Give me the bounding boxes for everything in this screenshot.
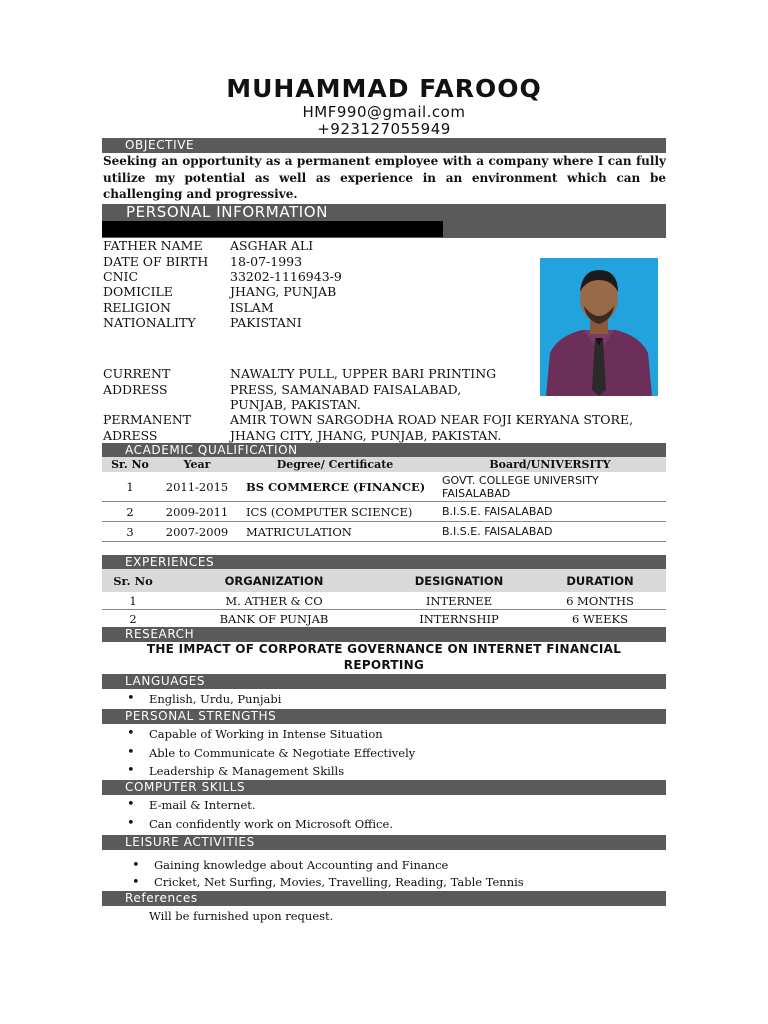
board-line-1: GOVT. COLLEGE UNIVERSITY	[442, 473, 599, 487]
permanent-address-label-1: PERMANENT	[103, 412, 192, 427]
board-cell: B.I.S.E. FAISALABAD	[434, 502, 666, 522]
permanent-address-label-2: ADRESS	[103, 428, 158, 443]
list-item: • Able to Communicate & Negotiate Effectively	[127, 744, 415, 763]
list-item: • Gaining knowledge about Accounting and Finance	[132, 857, 524, 874]
duration-cell: 6 WEEKS	[534, 610, 666, 628]
sr-cell: 2	[102, 502, 158, 522]
current-address-label-1: CURRENT	[103, 366, 171, 381]
list-item: • Leadership & Management Skills	[127, 762, 415, 781]
research-topic	[102, 641, 666, 673]
current-address-line-2: PRESS, SAMANABAD FAISALABAD,	[230, 382, 462, 397]
permanent-address-line-1: AMIR TOWN SARGODHA ROAD NEAR FOJI KERYANA STORE,	[230, 412, 634, 427]
leisure-heading: LEISURE ACTIVITIES	[102, 835, 666, 850]
computer-skills-list	[127, 796, 393, 833]
experiences-heading: EXPERIENCES	[102, 555, 666, 570]
cnic-value: 33202-1116943-9	[230, 269, 342, 284]
year-cell: 2007-2009	[158, 522, 236, 542]
profile-photo	[540, 258, 658, 396]
year-cell: 2011-2015	[158, 472, 236, 502]
phone: +923127055949	[317, 120, 451, 138]
nationality-label: NATIONALITY	[103, 315, 196, 330]
table-header-row	[102, 457, 666, 472]
research-line-1: THE IMPACT OF CORPORATE GOVERNANCE ON INTERNET FINANCIAL	[146, 642, 622, 656]
references-heading: References	[102, 891, 666, 906]
current-address-line-1: NAWALTY PULL, UPPER BARI PRINTING	[230, 366, 497, 381]
research-heading: RESEARCH	[102, 627, 666, 642]
languages-list	[127, 691, 281, 707]
email: HMF990@gmail.com	[302, 103, 466, 121]
research-line-2: REPORTING	[343, 658, 425, 672]
religion-label: RELIGION	[103, 300, 171, 315]
table-header-row	[102, 569, 666, 592]
dob-label: DATE OF BIRTH	[103, 254, 209, 269]
degree-cell: MATRICULATION	[236, 522, 434, 542]
domicile-label: DOMICILE	[103, 284, 173, 299]
current-address-label-2: ADDRESS	[103, 382, 168, 397]
list-item: • Capable of Working in Intense Situation	[127, 725, 415, 744]
sr-cell: 2	[102, 610, 164, 628]
experiences-table	[102, 569, 666, 628]
objective-text: Seeking an opportunity as a permanent employee with a company where I can fully utilize my potential as well as experience in an environment which can be challenging and progressive.	[103, 154, 666, 201]
table-row	[102, 522, 666, 542]
permanent-address-line-2: JHANG CITY, JHANG, PUNJAB, PAKISTAN.	[230, 428, 502, 443]
nationality-value: PAKISTANI	[230, 315, 302, 330]
strengths-list	[127, 725, 415, 781]
academic-heading: ACADEMIC QUALIFICATION	[102, 443, 666, 458]
col-header-organization: ORGANIZATION	[164, 569, 384, 592]
languages-heading: LANGUAGES	[102, 674, 666, 689]
candidate-name: MUHAMMAD FAROOQ	[226, 74, 542, 103]
strengths-heading: PERSONAL STRENGTHS	[102, 709, 666, 724]
organization-cell: M. ATHER & CO	[164, 592, 384, 610]
list-item: • English, Urdu, Punjabi	[127, 691, 281, 707]
domicile-value: JHANG, PUNJAB	[230, 284, 337, 299]
list-item: • Cricket, Net Surfing, Movies, Travelling, Reading, Table Tennis	[132, 874, 524, 891]
sr-cell: 3	[102, 522, 158, 542]
objective-heading: OBJECTIVE	[102, 138, 666, 153]
organization-cell: BANK OF PUNJAB	[164, 610, 384, 628]
religion-value: ISLAM	[230, 300, 274, 315]
duration-cell: 6 MONTHS	[534, 592, 666, 610]
designation-cell: INTERNSHIP	[384, 610, 534, 628]
leisure-list	[132, 857, 524, 891]
col-header-degree: Degree/ Certificate	[236, 457, 434, 472]
col-header-duration: DURATION	[534, 569, 666, 592]
board-line-2: FAISALABAD	[442, 486, 511, 500]
references-text: Will be furnished upon request.	[149, 909, 334, 923]
personal-info-heading: PERSONAL INFORMATION	[126, 203, 329, 221]
col-header-board: Board/UNIVERSITY	[434, 457, 666, 472]
col-header-sr: Sr. No	[102, 569, 164, 592]
designation-cell: INTERNEE	[384, 592, 534, 610]
year-cell: 2009-2011	[158, 502, 236, 522]
current-address-line-3: PUNJAB, PAKISTAN.	[230, 397, 361, 412]
computer-skills-heading: COMPUTER SKILLS	[102, 780, 666, 795]
list-item: • Can confidently work on Microsoft Office.	[127, 815, 393, 834]
table-row	[102, 502, 666, 522]
board-cell	[434, 472, 666, 502]
portrait-illustration	[540, 258, 658, 396]
divider	[102, 221, 443, 237]
list-item: • E-mail & Internet.	[127, 796, 393, 815]
board-cell: B.I.S.E. FAISALABAD	[434, 522, 666, 542]
col-header-designation: DESIGNATION	[384, 569, 534, 592]
cnic-label: CNIC	[103, 269, 139, 284]
col-header-sr: Sr. No	[102, 457, 158, 472]
table-row	[102, 592, 666, 610]
sr-cell: 1	[102, 592, 164, 610]
sr-cell: 1	[102, 472, 158, 502]
father-name-value: ASGHAR ALI	[230, 238, 314, 253]
table-row	[102, 610, 666, 628]
dob-value: 18-07-1993	[230, 254, 303, 269]
table-row	[102, 472, 666, 502]
degree-cell: ICS (COMPUTER SCIENCE)	[236, 502, 434, 522]
academic-table	[102, 457, 666, 542]
col-header-year: Year	[158, 457, 236, 472]
father-name-label: FATHER NAME	[103, 238, 203, 253]
degree-cell: BS COMMERCE (FINANCE)	[236, 472, 434, 502]
